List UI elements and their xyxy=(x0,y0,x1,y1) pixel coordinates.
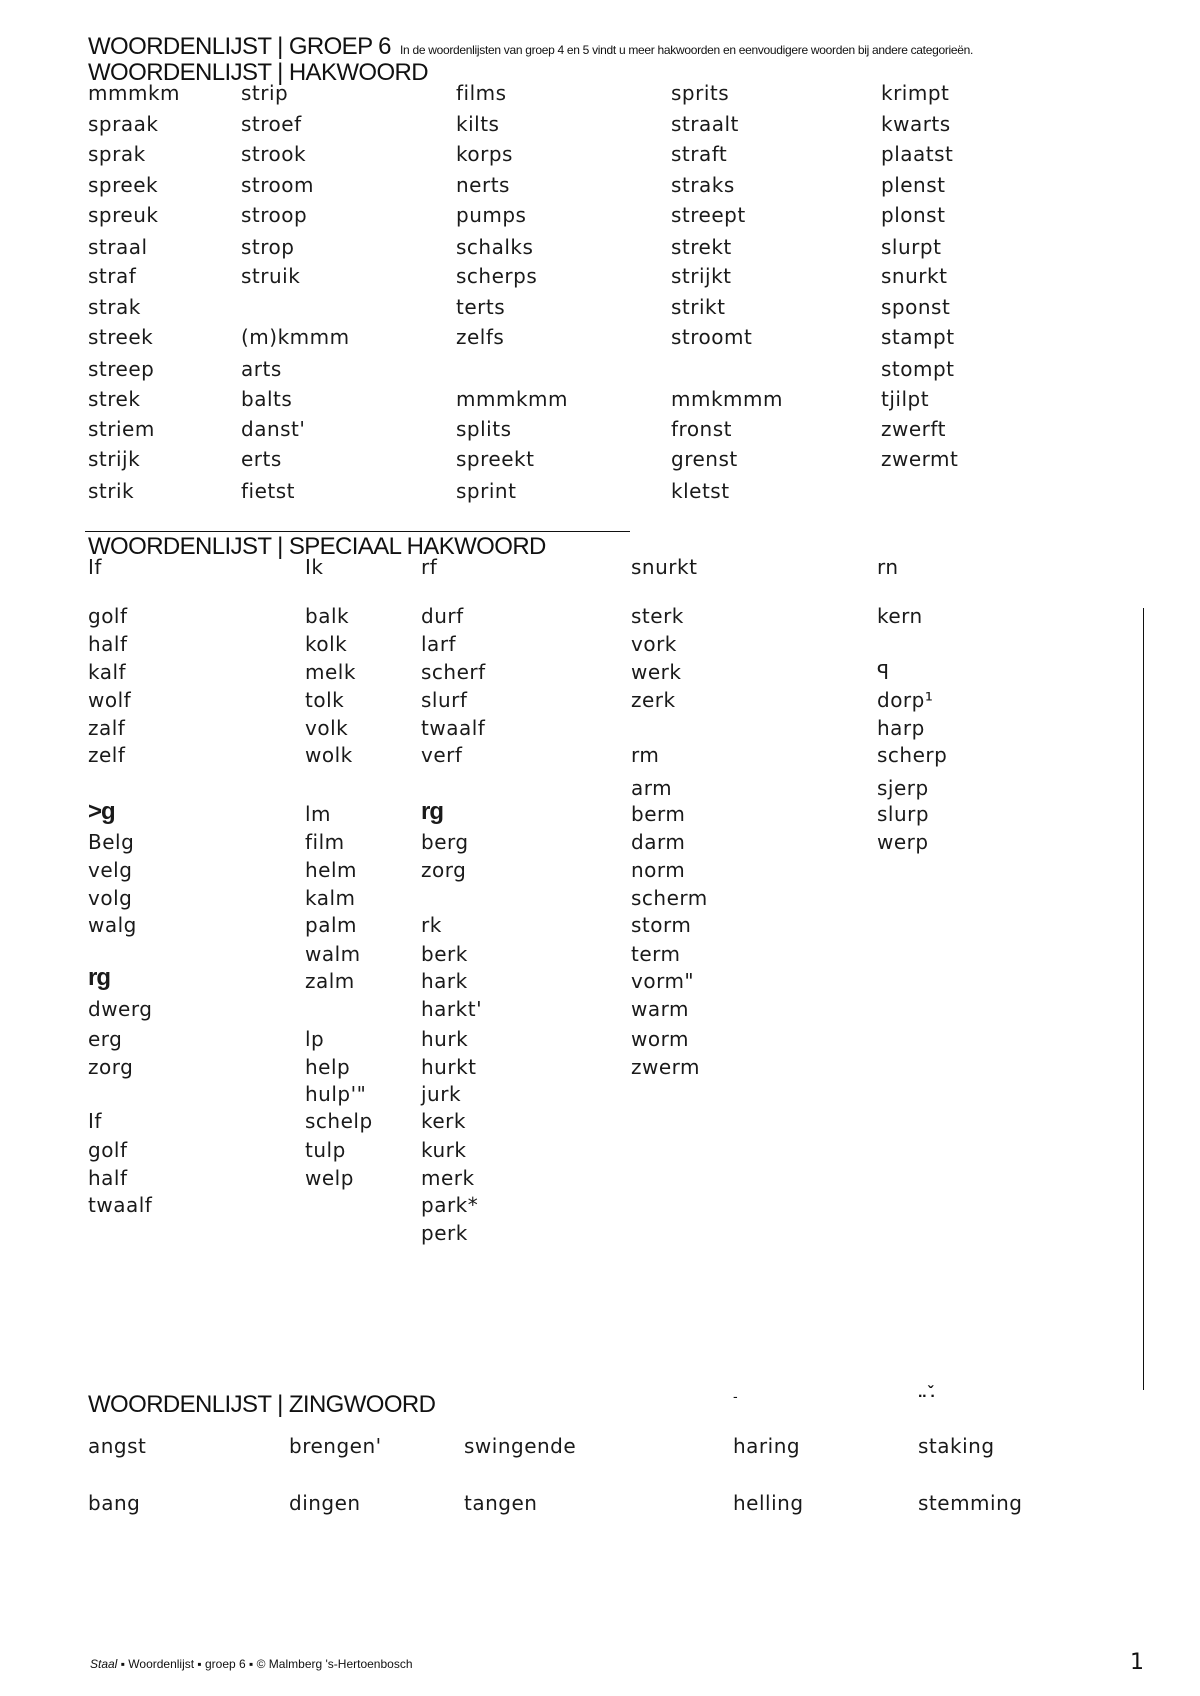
section-title-zingwoord: WOORDENLIJST | ZINGWOORD xyxy=(88,1391,436,1418)
word-item: staking xyxy=(918,1434,995,1458)
word-item: sterk xyxy=(631,604,684,628)
word-item: schalks xyxy=(456,235,534,259)
word-item: slurpt xyxy=(881,235,942,259)
word-item: strip xyxy=(241,81,289,105)
word-item: hurk xyxy=(421,1027,469,1051)
word-item: Belg xyxy=(88,830,135,854)
word-item: zwermt xyxy=(881,447,959,471)
word-item: zelfs xyxy=(456,325,505,349)
word-item: fietst xyxy=(241,479,296,503)
word-item: spreuk xyxy=(88,203,159,227)
word-item: stampt xyxy=(881,325,955,349)
word-item: zerk xyxy=(631,688,676,712)
word-item: nerts xyxy=(456,173,510,197)
word-item: lm xyxy=(305,802,332,826)
word-item: kalf xyxy=(88,660,127,684)
word-item: rn xyxy=(877,555,899,579)
word-item: durf xyxy=(421,604,464,628)
word-item: kletst xyxy=(671,479,730,503)
word-item: rk xyxy=(421,913,442,937)
word-item: kern xyxy=(877,604,923,628)
word-item: hark xyxy=(421,969,468,993)
word-item: kurk xyxy=(421,1138,467,1162)
word-item: stroomt xyxy=(671,325,753,349)
word-item: darm xyxy=(631,830,686,854)
word-item: rg xyxy=(421,798,443,825)
word-item: zwerm xyxy=(631,1055,701,1079)
word-item: kilts xyxy=(456,112,500,136)
word-item: fronst xyxy=(671,417,732,441)
word-item: arm xyxy=(631,776,673,800)
word-item: dingen xyxy=(289,1491,361,1515)
header-note: In de woordenlijsten van groep 4 en 5 vindt u meer hakwoorden en eenvoudigere woorden bij andere categorieën. xyxy=(400,43,974,57)
word-item: kwarts xyxy=(881,112,951,136)
word-item: merk xyxy=(421,1166,475,1190)
word-item: zorg xyxy=(88,1055,134,1079)
word-item: dorp¹ xyxy=(877,688,934,712)
word-item: zalf xyxy=(88,716,126,740)
word-item: harp xyxy=(877,716,925,740)
word-item: strop xyxy=(241,235,295,259)
page-title: WOORDENLIJST | GROEP 6 xyxy=(88,33,391,60)
word-item: plonst xyxy=(881,203,946,227)
word-item: stompt xyxy=(881,357,955,381)
word-item: strek xyxy=(88,387,141,411)
word-item: warm xyxy=(631,997,689,1021)
word-item: welp xyxy=(305,1166,354,1190)
word-item: worm xyxy=(631,1027,689,1051)
word-item: sprint xyxy=(456,479,517,503)
word-item: park* xyxy=(421,1193,479,1217)
word-item: haring xyxy=(733,1434,801,1458)
word-item: melk xyxy=(305,660,356,684)
word-item: erts xyxy=(241,447,282,471)
word-item: hurkt xyxy=(421,1055,477,1079)
word-item: straks xyxy=(671,173,735,197)
word-item: spraak xyxy=(88,112,159,136)
word-item: half xyxy=(88,1166,128,1190)
word-item: korps xyxy=(456,142,513,166)
word-item: danst' xyxy=(241,417,306,441)
word-item: larf xyxy=(421,632,457,656)
word-item: scherp xyxy=(877,743,948,767)
footer-text xyxy=(90,1657,413,1671)
word-item: spreek xyxy=(88,173,159,197)
word-item: swingende xyxy=(464,1434,577,1458)
word-item: helling xyxy=(733,1491,804,1515)
word-item: help xyxy=(305,1055,351,1079)
word-item: kalm xyxy=(305,886,356,910)
word-item: balk xyxy=(305,604,350,628)
word-item: scherf xyxy=(421,660,486,684)
stray-mark: - xyxy=(733,1388,738,1404)
word-item: stroef xyxy=(241,112,302,136)
word-item: straal xyxy=(88,235,148,259)
word-item: werk xyxy=(631,660,682,684)
footer-brand: Staal xyxy=(90,1657,118,1671)
word-item: splits xyxy=(456,417,512,441)
word-item: helm xyxy=(305,858,358,882)
word-item: tulp xyxy=(305,1138,346,1162)
word-item: tolk xyxy=(305,688,345,712)
word-item: sprak xyxy=(88,142,146,166)
word-item: berk xyxy=(421,942,468,966)
word-item: werp xyxy=(877,830,929,854)
word-item: zwerft xyxy=(881,417,946,441)
word-item: golf xyxy=(88,604,128,628)
word-item: stemming xyxy=(918,1491,1023,1515)
word-item: plaatst xyxy=(881,142,954,166)
word-item: hulp'" xyxy=(305,1082,367,1106)
word-item: berg xyxy=(421,830,469,854)
word-item: zelf xyxy=(88,743,126,767)
word-item: straf xyxy=(88,264,137,288)
word-item: pumps xyxy=(456,203,527,227)
word-item: perk xyxy=(421,1221,468,1245)
word-item: rg xyxy=(88,964,110,991)
word-item: slurp xyxy=(877,802,930,826)
word-item: jurk xyxy=(421,1082,462,1106)
word-item: tjilpt xyxy=(881,387,930,411)
word-item: harkt' xyxy=(421,997,483,1021)
word-item: If xyxy=(88,555,102,579)
vertical-rule xyxy=(1143,608,1144,1390)
word-item: vork xyxy=(631,632,677,656)
word-item: slurf xyxy=(421,688,468,712)
word-item: twaalf xyxy=(421,716,486,740)
word-item: spreekt xyxy=(456,447,535,471)
word-item: twaalf xyxy=(88,1193,153,1217)
word-item: term xyxy=(631,942,681,966)
word-item: angst xyxy=(88,1434,147,1458)
word-item: strik xyxy=(88,479,135,503)
word-item: sjerp xyxy=(877,776,929,800)
word-item: stroom xyxy=(241,173,314,197)
word-item: scherps xyxy=(456,264,538,288)
word-item: scherm xyxy=(631,886,708,910)
word-item: Ik xyxy=(305,555,324,579)
word-item: ꟼ xyxy=(877,660,890,684)
word-item: sponst xyxy=(881,295,951,319)
word-item: sprits xyxy=(671,81,730,105)
word-item: rm xyxy=(631,743,660,767)
word-item: velg xyxy=(88,858,133,882)
word-item: mmmkm xyxy=(88,81,181,105)
word-item: (m)kmmm xyxy=(241,325,350,349)
word-item: strak xyxy=(88,295,141,319)
word-item: strekt xyxy=(671,235,732,259)
word-item: erg xyxy=(88,1027,123,1051)
word-item: lp xyxy=(305,1027,325,1051)
word-item: balts xyxy=(241,387,293,411)
word-item: golf xyxy=(88,1138,128,1162)
word-item: film xyxy=(305,830,345,854)
word-item: stroop xyxy=(241,203,308,227)
word-item: brengen' xyxy=(289,1434,382,1458)
word-item: films xyxy=(456,81,507,105)
word-item: tangen xyxy=(464,1491,538,1515)
word-item: rf xyxy=(421,555,438,579)
word-item: straalt xyxy=(671,112,739,136)
word-item: walm xyxy=(305,942,361,966)
word-item: dwerg xyxy=(88,997,153,1021)
word-item: volg xyxy=(88,886,133,910)
word-item: arts xyxy=(241,357,282,381)
word-item: schelp xyxy=(305,1109,373,1133)
word-item: vorm" xyxy=(631,969,695,993)
word-item: >g xyxy=(88,798,115,825)
word-item: snurkt xyxy=(631,555,698,579)
word-item: palm xyxy=(305,913,357,937)
word-item: volk xyxy=(305,716,349,740)
word-item: striem xyxy=(88,417,155,441)
word-item: kolk xyxy=(305,632,348,656)
word-item: streept xyxy=(671,203,746,227)
word-item: streek xyxy=(88,325,154,349)
word-item: storm xyxy=(631,913,692,937)
word-item: straft xyxy=(671,142,728,166)
section-divider xyxy=(85,531,630,532)
word-item: streep xyxy=(88,357,155,381)
word-item: strikt xyxy=(671,295,726,319)
word-item: mmmkmm xyxy=(456,387,568,411)
word-item: norm xyxy=(631,858,686,882)
section-title-speciaal-hakwoord: WOORDENLIJST | SPECIAAL HAKWOORD xyxy=(88,533,546,560)
word-item: mmkmmm xyxy=(671,387,783,411)
word-item: berm xyxy=(631,802,686,826)
word-item: strook xyxy=(241,142,307,166)
word-item: snurkt xyxy=(881,264,948,288)
word-item: wolf xyxy=(88,688,132,712)
word-item: grenst xyxy=(671,447,738,471)
footer-info: ▪ Woordenlijst ▪ groep 6 ▪ © Malmberg 's-Hertoenbosch xyxy=(117,1657,413,1671)
word-item: kerk xyxy=(421,1109,466,1133)
word-item: If xyxy=(88,1109,102,1133)
page-number: 1 xyxy=(1130,1650,1144,1675)
word-item: walg xyxy=(88,913,137,937)
word-item: verf xyxy=(421,743,463,767)
word-item: zalm xyxy=(305,969,355,993)
word-item: plenst xyxy=(881,173,946,197)
stray-mark: .. ̌. xyxy=(918,1384,935,1401)
word-item: wolk xyxy=(305,743,353,767)
word-item: half xyxy=(88,632,128,656)
word-item: krimpt xyxy=(881,81,950,105)
section-title-hakwoord: WOORDENLIJST | HAKWOORD xyxy=(88,59,429,86)
word-item: zorg xyxy=(421,858,467,882)
word-item: struik xyxy=(241,264,301,288)
word-item: bang xyxy=(88,1491,141,1515)
word-item: strijkt xyxy=(671,264,732,288)
word-item: terts xyxy=(456,295,506,319)
word-item: strijk xyxy=(88,447,141,471)
